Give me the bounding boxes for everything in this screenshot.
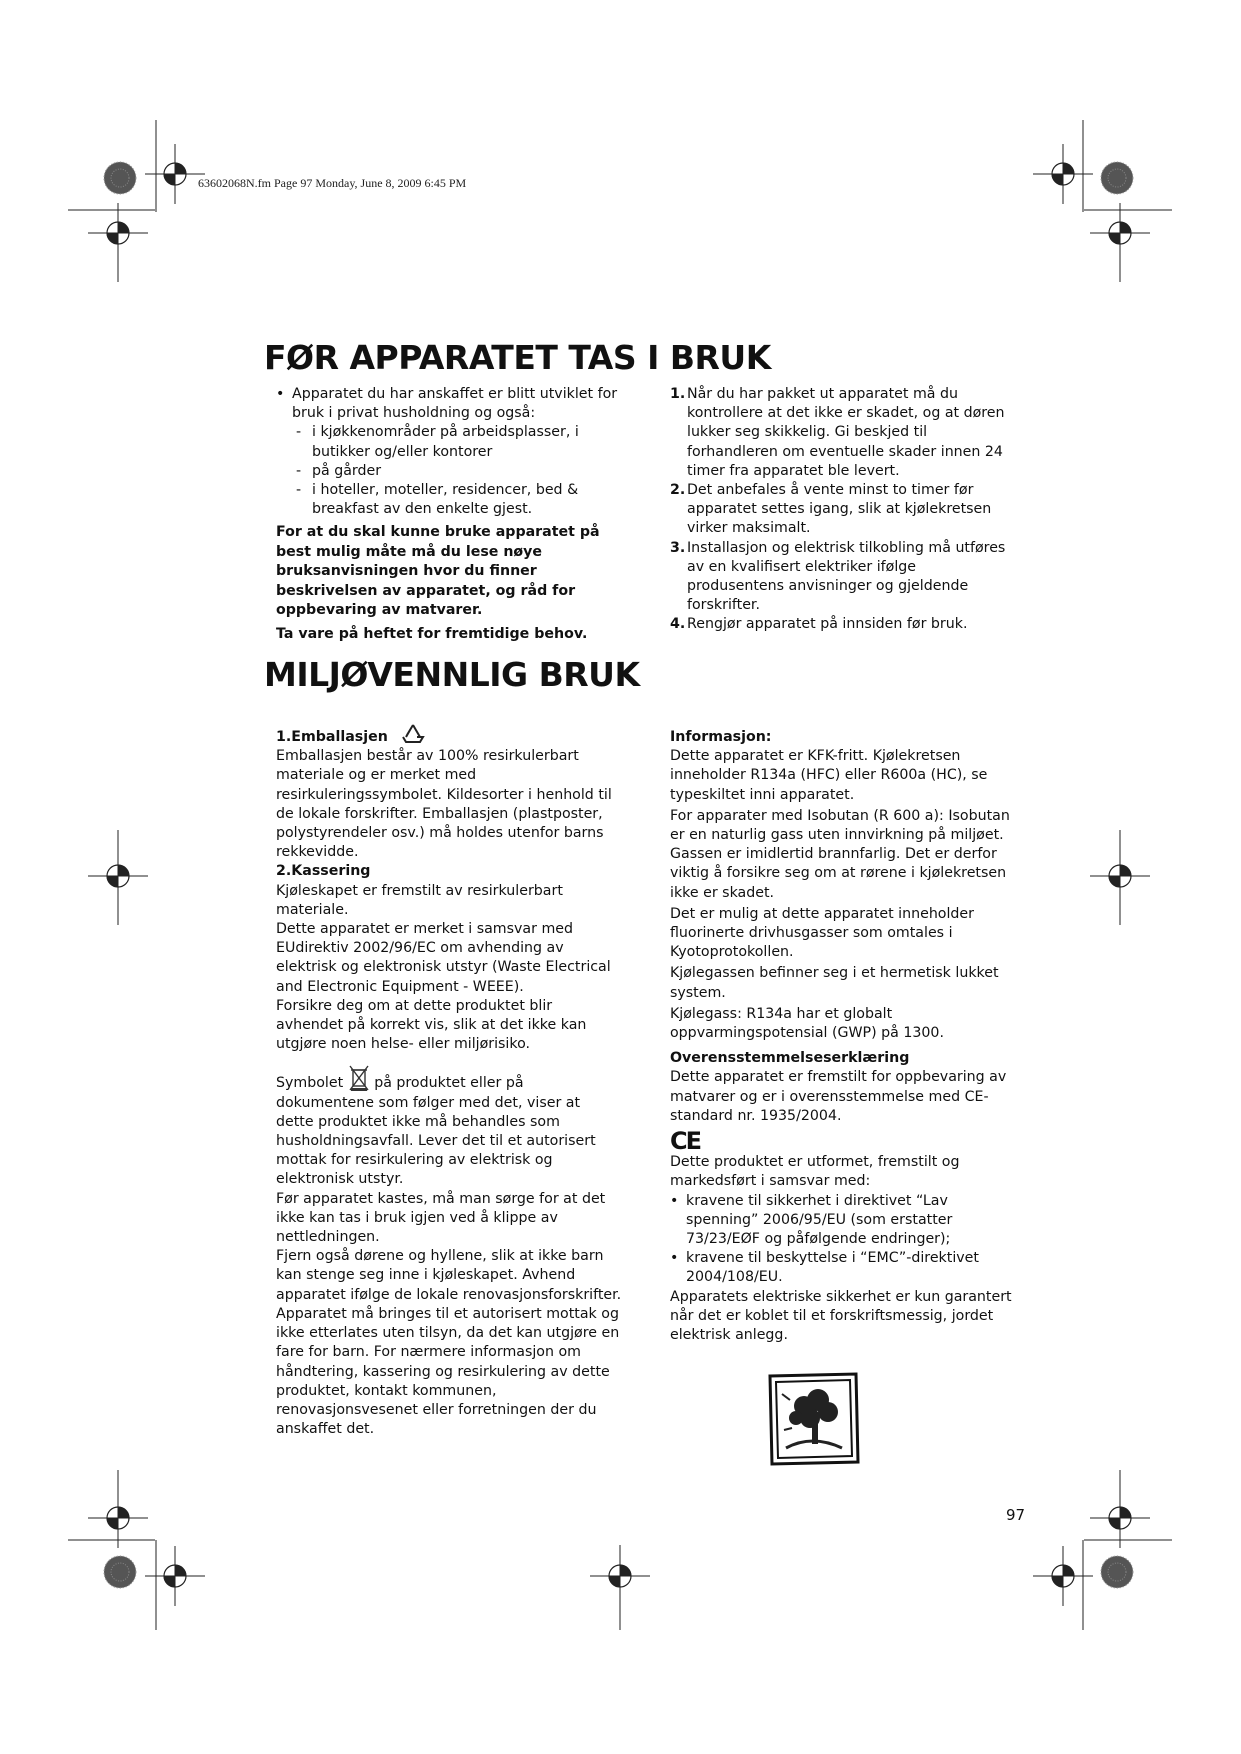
packaging-text: Emballasjen består av 100% resirkulerbart materiale og er merket med resirkuleringssymbolet. Kildesorter i henhold til de lokale forskrifter. Emballasjen (plastposter, polystyrendeler osv.) må holdes utenfor barns rekkevidde.: [276, 748, 612, 861]
disposal-text-3: Forsikre deg om at dette produktet blir avhendet på korrekt vis, slik at det ikke kan utgjøre noen helse- eller miljørisiko.: [276, 997, 587, 1053]
crossed-bin-icon: [348, 1064, 370, 1092]
crosshair-mark-bottom-left-2: [145, 1546, 205, 1606]
packaging-heading: 1.Emballasjen: [276, 728, 622, 747]
conformity-text-1: Dette apparatet er fremstilt for oppbevaring av matvarer og er i overensstemmelse med CE-standard nr. 1935/2004.: [670, 1069, 1007, 1124]
section2-left-column: [276, 728, 622, 1439]
list-item: • Apparatet du har anskaffet er blitt utviklet for bruk i privat husholdning og også:: [276, 386, 618, 422]
list-item: - på gårder: [296, 462, 382, 479]
info-text-3: Det er mulig at dette apparatet inneholder fluorinerte drivhusgasser som omtales i Kyotoprotokollen.: [670, 905, 974, 961]
sunburst-mark-bottom-left: [104, 1556, 136, 1588]
list-item: 2. Det anbefales å vente minst to timer før apparatet settes igang, slik at kjølekretsen virker maksimalt.: [670, 482, 992, 537]
list-item: 3. Installasjon og elektrisk tilkobling må utføres av en kvalifisert elektriker ifølge produsentens anvisninger og gjeldende forskrifter.: [670, 539, 1006, 614]
read-instructions-note: For at du skal kunne bruke apparatet på best mulig måte må du lese nøye bruksanvisningen hvor du finner beskrivelsen av apparatet, og råd for oppbevaring av matvarer.: [276, 524, 600, 619]
disposal-text-1: Kjøleskapet er fremstilt av resirkulerbart materiale.: [276, 882, 563, 918]
ce-mark-icon: CE: [670, 1127, 701, 1156]
list-item: • kravene til beskyttelse i “EMC”-direktivet 2004/108/EU.: [670, 1250, 979, 1286]
cut-cable-text: Før apparatet kastes, må man sørge for at det ikke kan tas i bruk igjen ved å klippe av nettledningen.: [276, 1190, 606, 1246]
information-heading: Informasjon:: [670, 729, 772, 745]
recycling-icon: [400, 722, 426, 746]
section-title-before-use: FØR APPARATET TAS I BRUK: [264, 338, 771, 377]
file-info-header: 63602068N.fm Page 97 Monday, June 8, 2009 6:45 PM: [198, 176, 467, 190]
conformity-heading: Overensstemmelseserklæring: [670, 1050, 910, 1067]
list-item: 1. Når du har pakket ut apparatet må du kontrollere at det ikke er skadet, og at døren lukker seg skikkelig. Gi beskjed til forhandleren om eventuelle skader innen 24 timer fra apparatet ble levert.: [670, 386, 1005, 479]
info-text-4: Kjølegassen befinner seg i et hermetisk lukket system.: [670, 965, 999, 1001]
section-title-environment: MILJØVENNLIG BRUK: [264, 655, 640, 694]
info-text-2: For apparater med Isobutan (R 600 a): Isobutan er en naturlig gass uten innvirkning på miljøet. Gassen er imidlertid brannfarlig. Det er derfor viktig å forsikre seg om at rørene i kjølekretsen ikke er skadet.: [670, 807, 1010, 901]
list-item: 4. Rengjør apparatet på innsiden før bruk.: [670, 616, 968, 633]
sunburst-mark-top-right: [1101, 162, 1133, 194]
info-text-1: Dette apparatet er KFK-fritt. Kjølekretsen inneholder R134a (HFC) eller R600a (HC), se typeskiltet inni apparatet.: [670, 748, 988, 803]
sunburst-mark-top-left: [104, 162, 136, 194]
section2-right-column: [670, 728, 1020, 1345]
conformity-text-3: Apparatets elektriske sikkerhet er kun garantert når det er koblet til et forskriftsmessig, jordet elektrisk anlegg.: [670, 1288, 1012, 1344]
section1-left-column: [276, 385, 626, 644]
disposal-heading: 2.Kassering: [276, 863, 371, 880]
crosshair-mark-top-right: [1033, 144, 1093, 204]
list-item: - i hoteller, moteller, residencer, bed & breakfast av den enkelte gjest.: [296, 482, 579, 518]
sunburst-mark-bottom-right: [1101, 1556, 1133, 1588]
conformity-text-2: Dette produktet er utformet, fremstilt og markedsført i samsvar med:: [670, 1154, 960, 1190]
crosshair-mark-top-left: [145, 144, 205, 204]
crosshair-mark-bottom-right-2: [1033, 1546, 1093, 1606]
list-item: - i kjøkkenområder på arbeidsplasser, i butikker og/eller kontorer: [296, 424, 579, 460]
keep-booklet-note: Ta vare på heftet for fremtidige behov.: [276, 625, 588, 642]
weee-symbol-text: Symbolet på produktet eller på dokumentene som følger med det, viser at dette produktet ikke må behandles som husholdningsavfall. Lever det til et autorisert mottak for resirkulering av elektrisk og elektronisk utstyr.: [276, 1074, 622, 1189]
page-number: 97: [1006, 1506, 1026, 1524]
eco-tree-icon: [762, 1370, 862, 1466]
info-text-5: Kjølegass: R134a har et globalt oppvarmingspotensial (GWP) på 1300.: [670, 1005, 944, 1042]
section1-right-column: [670, 385, 1016, 635]
list-item: • kravene til sikkerhet i direktivet “Lav spenning” 2006/95/EU (som erstatter 73/23/EØF og påfølgende endringer);: [670, 1192, 953, 1248]
disposal-text-2: Dette apparatet er merket i samsvar med EUdirektiv 2002/96/EC om avhending av elektrisk og elektronisk utstyr (Waste Electrical and Electronic Equipment - WEEE).: [276, 921, 611, 995]
remove-doors-text: Fjern også dørene og hyllene, slik at ikke barn kan stenge seg inne i kjøleskapet. Avhend apparatet ifølge de lokale renovasjonsforskrifter. Apparatet må bringes til et autorisert mottak og ikke etterlates uten tilsyn, da det kan utgjøre en fare for barn. For nærmere informasjon om håndtering, kassering og resirkulering av dette produktet, kontakt kommunen, renovasjonsvesenet eller forretningen der du anskaffet det.: [276, 1248, 622, 1438]
